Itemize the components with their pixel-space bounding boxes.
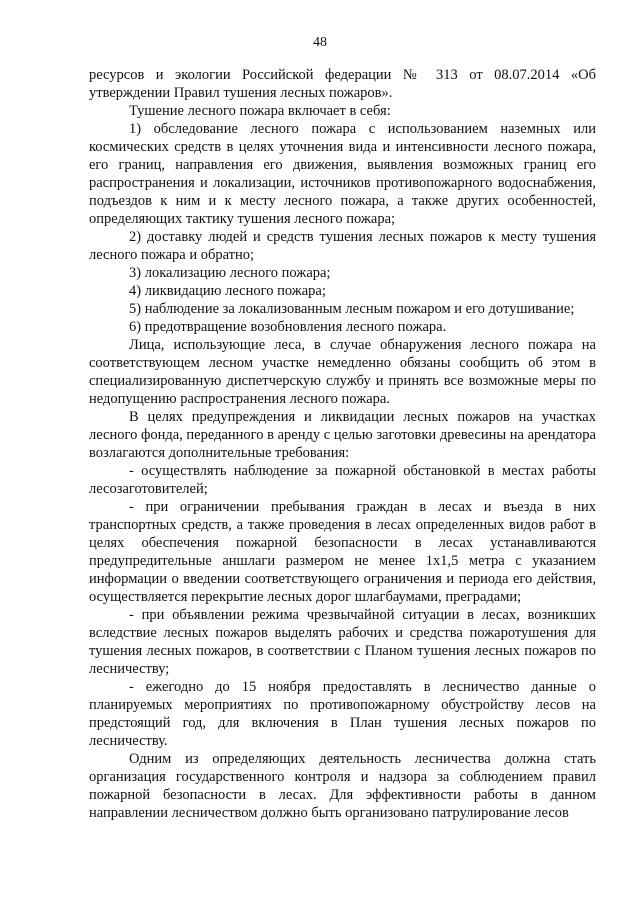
paragraph-lease-requirements: В целях предупреждения и ликвидации лесных пожаров на участках лесного фонда, переданного в аренду с целью заготовки древесины на арендатора возлагаются дополнительные требования:	[89, 409, 596, 461]
paragraph-continuation: ресурсов и экологии Российской федерации № 313 от 08.07.2014 «Об утверждении Правил тушения лесных пожаров».	[89, 67, 596, 101]
document-body	[89, 66, 596, 822]
paragraph-intro: Тушение лесного пожара включает в себя:	[129, 103, 391, 119]
dash-item-restriction: - при ограничении пребывания граждан в лесах и въезда в них транспортных средств, а также проведения в лесах определенных видов работ в целях обеспечения пожарной безопасности в лесах устанавливаются предупредительные аншлаги размером не менее 1х1,5 метра с указанием информации о введении соответствующего ограничения и периода его действия, осуществляется перекрытие лесных дорог шлагбаумами, преградами;	[89, 499, 596, 605]
page-number: 48	[313, 35, 327, 50]
dash-item-observation: - осуществлять наблюдение за пожарной обстановкой в местах работы лесозаготовителей;	[89, 463, 596, 497]
dash-item-emergency: - при объявлении режима чрезвычайной ситуации в лесах, возникших вследствие лесных пожаров выделять рабочих и средства пожаротушения для тушения лесных пожаров, в соответствии с Планом тушения лесных пожаров по лесничеству;	[89, 607, 596, 677]
list-item-2: 2) доставку людей и средств тушения лесных пожаров к месту тушения лесного пожара и обратно;	[89, 229, 596, 263]
paragraph-control: Одним из определяющих деятельность лесничества должна стать организация государственного контроля и надзора за соблюдением правил пожарной безопасности в лесах. Для эффективности работы в данном направлении лесничеством должно быть организовано патрулирование лесов	[89, 751, 596, 821]
paragraph-forest-users: Лица, использующие леса, в случае обнаружения лесного пожара на соответствующем лесном участке немедленно обязаны сообщить об этом в специализированную диспетчерскую службу и принять все возможные меры по недопущению распространения лесного пожара.	[89, 337, 596, 407]
list-item-1: 1) обследование лесного пожара с использованием наземных или космических средств в целях уточнения вида и интенсивности лесного пожара, его границ, направления его движения, выявления возможных границ его распространения и локализации, источников противопожарного водоснабжения, подъездов к ним и к месту лесного пожара, а также других особенностей, определяющих тактику тушения лесного пожара;	[89, 121, 596, 227]
dash-item-annual-report: - ежегодно до 15 ноября предоставлять в лесничество данные о планируемых мероприятиях по противопожарному обустройству лесов на предстоящий год, для включения в План тушения лесных пожаров по лесничеству.	[89, 679, 596, 749]
list-item-3: 3) локализацию лесного пожара;	[129, 265, 331, 281]
list-item-6: 6) предотвращение возобновления лесного пожара.	[129, 319, 447, 335]
list-item-5: 5) наблюдение за локализованным лесным пожаром и его дотушивание;	[129, 301, 575, 317]
list-item-4: 4) ликвидацию лесного пожара;	[129, 283, 326, 299]
